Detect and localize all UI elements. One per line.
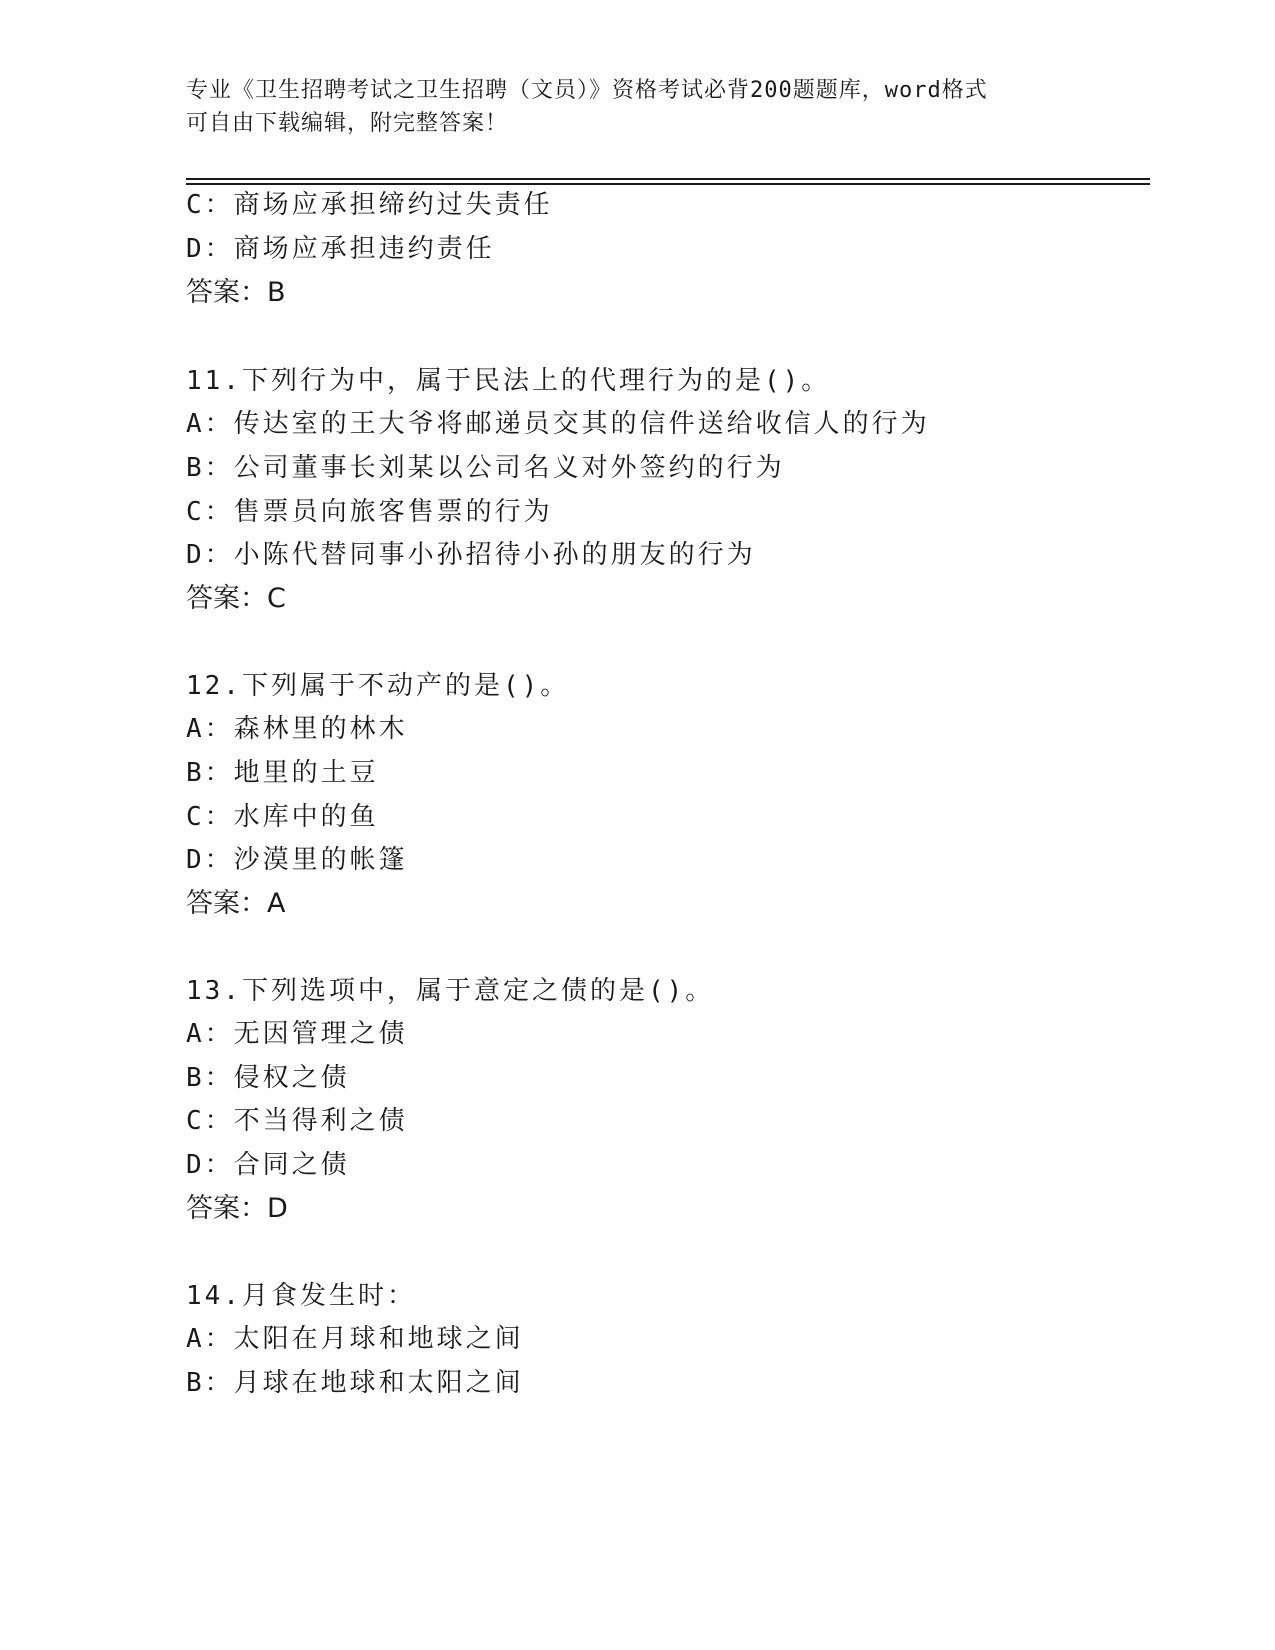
q14-stem: 14.月食发生时： [186, 1281, 416, 1311]
q11-option-b: B：公司董事长刘某以公司名义对外签约的行为 [186, 453, 785, 483]
q11-stem: 11.下列行为中，属于民法上的代理行为的是()。 [186, 366, 831, 396]
header-line-2: 可自由下载编辑，附完整答案！ [186, 111, 509, 136]
q13-option-a: A：无因管理之债 [186, 1019, 408, 1049]
q12-option-a: A：森林里的林木 [186, 714, 408, 744]
q13-answer: 答案：D [186, 1193, 288, 1224]
q13-option-d: D：合同之债 [186, 1150, 350, 1180]
q12-option-d: D：沙漠里的帐篷 [186, 845, 408, 875]
q11-option-d: D：小陈代替同事小孙招待小孙的朋友的行为 [186, 540, 756, 570]
q11-option-c: C：售票员向旅客售票的行为 [186, 497, 553, 527]
q10-answer: 答案：B [186, 277, 286, 308]
q11-option-a: A：传达室的王大爷将邮递员交其的信件送给收信人的行为 [186, 409, 930, 439]
q14-option-a: A：太阳在月球和地球之间 [186, 1324, 524, 1354]
q12-option-c: C：水库中的鱼 [186, 802, 379, 832]
header-divider-bottom [186, 183, 1150, 185]
q11-answer: 答案：C [186, 583, 286, 614]
q12-option-b: B：地里的土豆 [186, 758, 379, 788]
q12-stem: 12.下列属于不动产的是()。 [186, 671, 570, 701]
header-divider-top [186, 178, 1150, 180]
q13-option-c: C：不当得利之债 [186, 1106, 408, 1136]
q13-option-b: B：侵权之债 [186, 1063, 350, 1093]
q14-option-b: B：月球在地球和太阳之间 [186, 1368, 524, 1398]
header-line-1: 专业《卫生招聘考试之卫生招聘（文员）》资格考试必背200题题库，word格式 [186, 78, 988, 103]
q10-option-d: D：商场应承担违约责任 [186, 234, 495, 264]
document-header [186, 74, 1086, 140]
q13-stem: 13.下列选项中，属于意定之债的是()。 [186, 976, 715, 1006]
q10-option-c: C：商场应承担缔约过失责任 [186, 190, 553, 220]
q12-answer: 答案：A [186, 888, 286, 919]
